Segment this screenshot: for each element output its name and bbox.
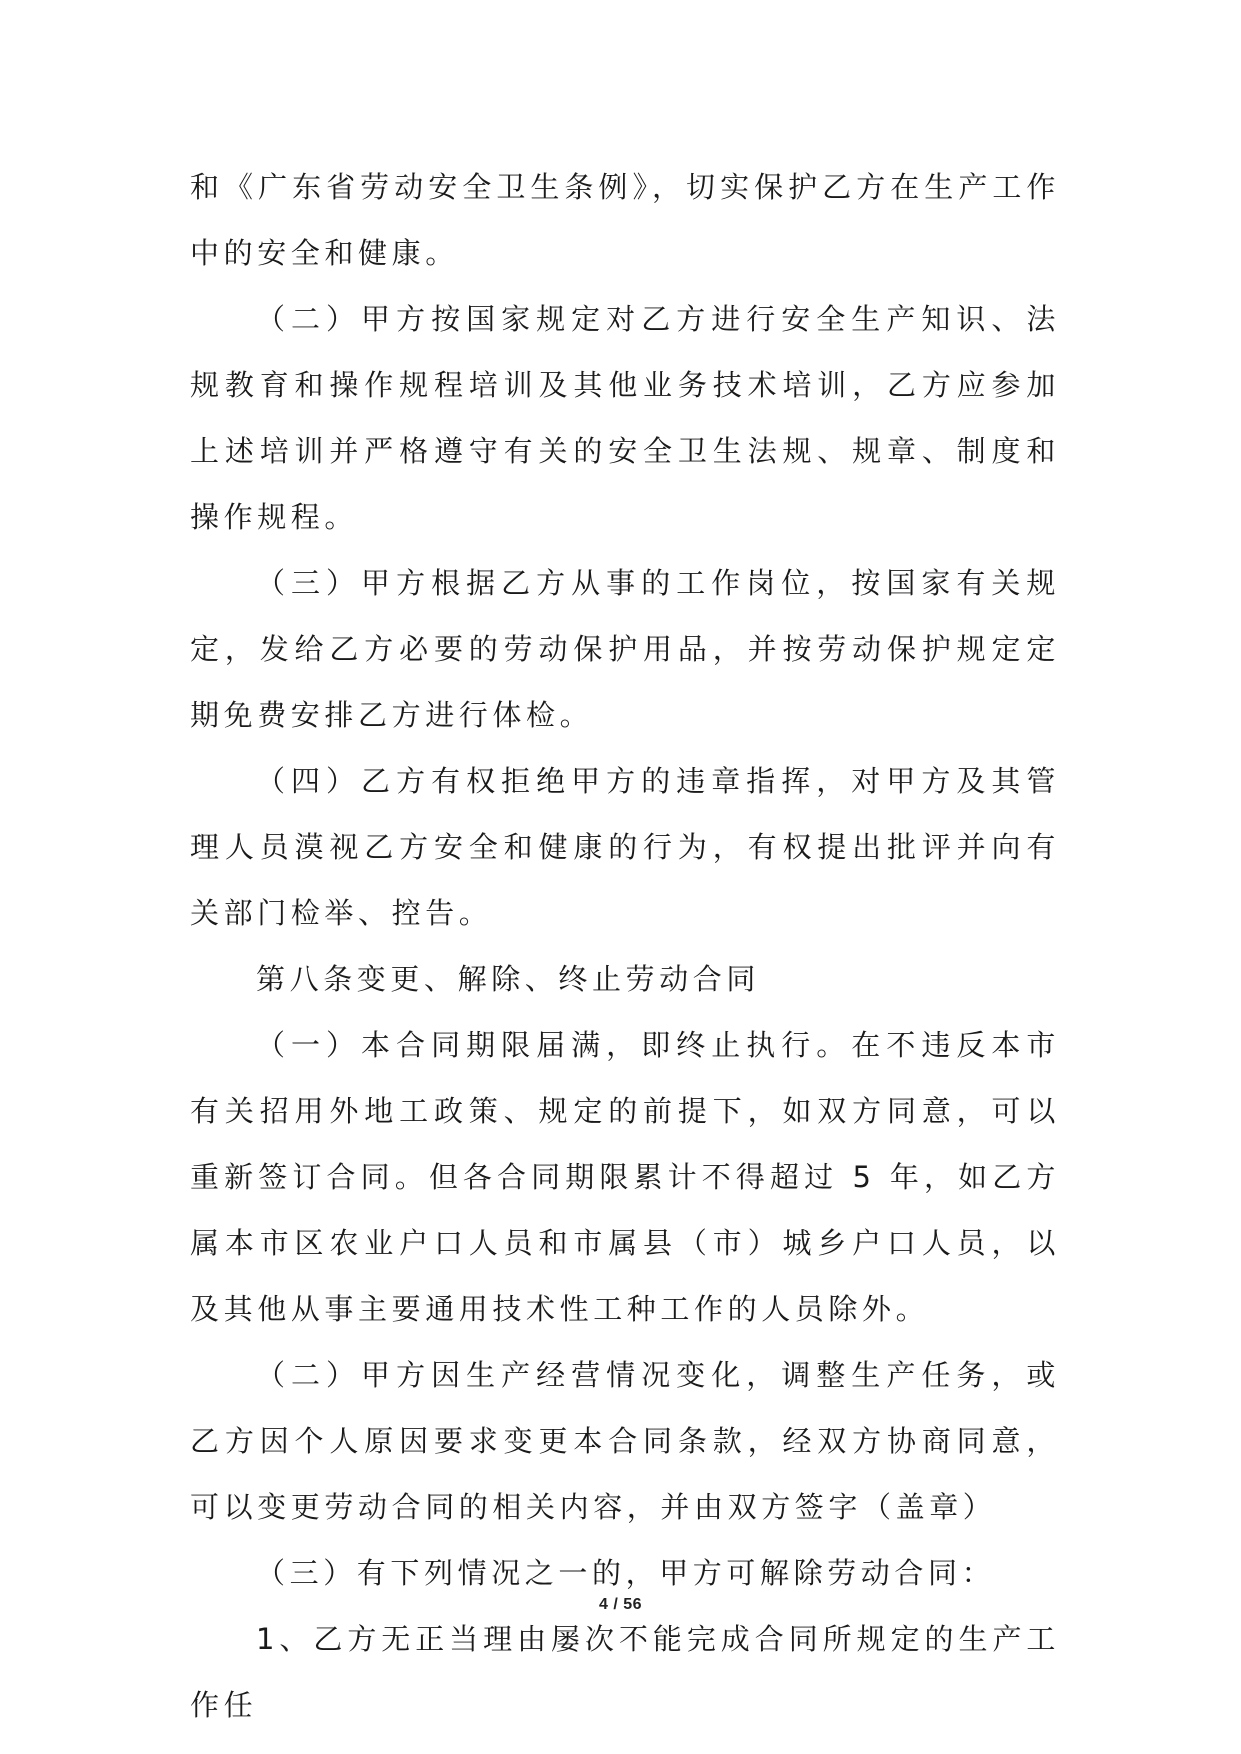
paragraph-clause-2-training: （二）甲方按国家规定对乙方进行安全生产知识、法规教育和操作规程培训及其他业务技术培训，乙方应参加上述培训并严格遵守有关的安全卫生法规、规章、制度和操作规程。 [190,302,1060,534]
paragraph-continuation: 和《广东省劳动安全卫生条例》，切实保护乙方在生产工作中的安全和健康。 [190,170,1060,270]
section-heading-article-8: 第八条变更、解除、终止劳动合同 [256,962,761,996]
paragraph-article-8-clause-2: （二）甲方因生产经营情况变化，调整生产任务，或乙方因个人原因要求变更本合同条款，经双方协商同意，可以变更劳动合同的相关内容，并由双方签字（盖章） [190,1358,1060,1524]
page-number: 4 / 56 [598,1596,643,1613]
paragraph-clause-3-protection: （三）甲方根据乙方从事的工作岗位，按国家有关规定，发给乙方必要的劳动保护用品，并按劳动保护规定定期免费安排乙方进行体检。 [190,566,1060,732]
paragraph-article-8-clause-3: （三）有下列情况之一的，甲方可解除劳动合同： [256,1556,996,1590]
paragraph-article-8-clause-1: （一）本合同期限届满，即终止执行。在不违反本市有关招用外地工政策、规定的前提下，如双方同意，可以重新签订合同。但各合同期限累计不得超过 5 年，如乙方属本市区农业户口人员和市属县（市）城乡户口人员，以及其他从事主要通用技术性工种工作的人员除外。 [190,1028,1060,1326]
paragraph-list-item-1: 1、乙方无正当理由屡次不能完成合同所规定的生产工作任 [190,1622,1060,1722]
paragraph-clause-4-rights: （四）乙方有权拒绝甲方的违章指挥，对甲方及其管理人员漠视乙方安全和健康的行为，有权提出批评并向有关部门检举、控告。 [190,764,1060,930]
document-body [190,154,1060,1738]
